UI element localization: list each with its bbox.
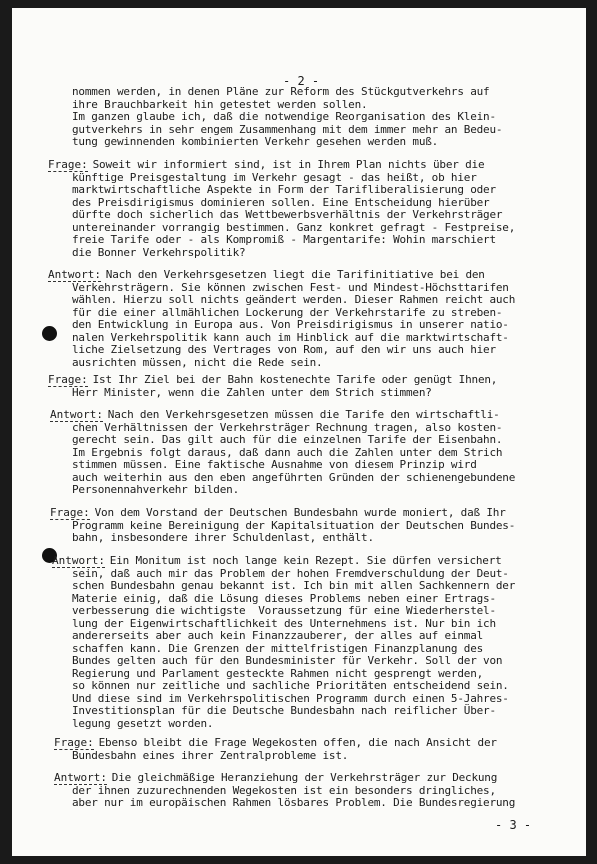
paragraph-line: der ihnen zuzurechnenden Wegekosten ist ein besonders dringliches, [72,783,496,797]
page-number-top: - 2 - [283,74,320,88]
paragraph-line: Im Ergebnis folgt daraus, daß dann auch die Zahlen unter dem Strich [72,445,503,459]
paragraph-line: schen Bundesbahn genau bekannt ist. Ich bin mit allen Sachkennern der [72,579,516,592]
paragraph-line: Von dem Vorstand der Deutschen Bundesbahn wurde moniert, daß Ihr [94,506,506,519]
paragraph-line: des Preisdirigismus dominieren sollen. Eine Entscheidung hierüber [72,195,490,209]
paragraph-line: freie Tarife oder - als Kompromiß - Margentarife: Wohin marschiert [72,233,496,246]
punch-hole [42,326,57,341]
paragraph-line: marktwirtschaftliche Aspekte in Form der Tarifliberalisierung oder [72,183,496,196]
paragraph-line: Ein Monitum ist noch lange kein Rezept. Sie dürfen versichert [109,554,502,567]
paragraph-line: Im ganzen glaube ich, daß die notwendige Reorganisation des Klein- [72,110,496,123]
paragraph-line: chen Verhältnissen der Verkehrsträger Rechnung tragen, also kosten- [72,420,503,434]
paragraph-line: dürfte doch sicherlich das Wettbewerbsverhältnis der Verkehrsträger [72,208,503,221]
paragraph-line: liche Zielsetzung des Vertrages von Rom, auf den wir uns auch hier [72,343,496,356]
paragraph-line: Bundesbahn eines ihrer Zentralprobleme ist. [72,748,349,762]
paragraph-line: andererseits aber auch kein Finanzzauberer, der alles auf einmal [72,629,484,642]
paragraph-line: Herr Minister, wenn die Zahlen unter dem Strich stimmen? [72,385,432,399]
paragraph-line: lung der Eigenwirtschaftlichkeit des Unternehmens ist. Nur bin ich [72,616,496,630]
paragraph-line: bahn, insbesondere ihrer Schuldenlast, enthält. [72,531,374,544]
paragraph-line: Materie einig, daß die Lösung dieses Problems neben einer Ertrags- [72,591,496,605]
paragraph-line: verbesserung die wichtigste Voraussetzung für eine Wiederherstel- [72,604,496,617]
paragraph-line: Nach den Verkehrsgesetzen liegt die Tarifinitiative bei den [105,268,485,281]
speaker-label [50,507,90,519]
paragraph-line: stimmen müssen. Eine faktische Ausnahme von diesem Prinzip wird [72,458,477,471]
paragraph-line: Soweit wir informiert sind, ist in Ihrem Plan nichts über die [92,158,485,171]
page-number-bottom: - 3 - [495,818,532,832]
speaker-label-text: Antwort: [54,771,107,784]
speaker-label [48,269,101,281]
paragraph-line: ausrichten müssen, nicht die Rede sein. [72,355,323,369]
paragraph-line: Und diese sind im Verkehrspolitischen Programm durch einen 5-Jahres- [72,691,509,705]
paragraph-line: Bundes gelten auch für den Bundesminister für Verkehr. Soll der von [72,654,503,667]
speaker-label [50,409,103,421]
paragraph-line: legung gesetzt worden. [72,716,214,730]
paragraph-line: untereinander vorrangig bestimmen. Ganz konkret gefragt - Festpreise, [72,220,516,234]
paragraph-line: Nach den Verkehrsgesetzen müssen die Tarife den wirtschaftli- [107,408,500,421]
paragraph-line: nalen Verkehrspolitik kann auch im Hinblick auf die marktwirtschaft- [72,330,509,344]
paragraph-line: Verkehrsträgern. Sie können zwischen Fest- und Mindest-Höchsttarifen [72,280,509,294]
paragraph-line: Investitionsplan für die Deutsche Bundesbahn nach reiflicher Über- [72,704,496,717]
paragraph-line: tung gewinnenden kombinierten Verkehr gesehen werden muß. [72,135,439,148]
paragraph-line: Die gleichmäßige Heranziehung der Verkehrsträger zur Deckung [111,771,498,784]
paragraph-line: die Bonner Verkehrspolitik? [72,245,246,259]
paragraph-line: schaffen kann. Die Grenzen der mittelfristigen Finanzplanung des [72,641,484,655]
speaker-label [48,374,88,386]
speaker-label [48,159,88,171]
paragraph-line: Personennahverkehr bilden. [72,483,239,496]
paragraph-line: den Entwicklung in Europa aus. Von Preisdirigismus in unserer natio- [72,318,509,331]
speaker-label [54,772,107,784]
paragraph-line: gutverkehrs in sehr engem Zusammenhang mit dem immer mehr an Bedeu- [72,122,503,136]
paragraph-line: sein, daß auch mir das Problem der hohen Fremdverschuldung der Deut- [72,566,509,580]
speaker-label-text: Frage: [54,736,94,749]
paragraph-line: auch weiterhin aus den eben angeführten Gründen der schienengebundene [72,470,516,484]
speaker-label-text: Antwort: [48,268,101,281]
document-page [12,8,586,856]
speaker-label-text: Frage: [50,506,90,519]
speaker-label-text: Frage: [48,373,88,386]
paragraph-line: gerecht sein. Das gilt auch für die einzelnen Tarife der Eisenbahn. [72,433,503,446]
paragraph-line: Ebenso bleibt die Frage Wegekosten offen, die nach Ansicht der [98,736,497,749]
paragraph-line: aber nur im europäischen Rahmen lösbares Problem. Die Bundesregierung [72,796,516,809]
paragraph-line: wählen. Hierzu soll nichts geändert werden. Dieser Rahmen reicht auch [72,293,516,306]
speaker-label-text: Frage: [48,158,88,171]
paragraph-line: für die einer allmählichen Lockerung der Verkehrstarife zu streben- [72,305,503,319]
paragraph-line: Programm keine Bereinigung der Kapitalsituation der Deutschen Bundes- [72,518,516,532]
paragraph-line: so können nur zeitliche und sachliche Prioritäten entscheidend sein. [72,679,509,692]
speaker-label-text: Antwort: [52,554,105,567]
paragraph-line: Regierung und Parlament gesteckte Rahmen nicht gesprengt werden, [72,666,484,680]
paragraph-line: künftige Preisgestaltung im Verkehr gesagt - das heißt, ob hier [72,170,477,184]
paragraph-line: nommen werden, in denen Pläne zur Reform des Stückgutverkehrs auf [72,85,490,98]
paragraph-line: ihre Brauchbarkeit hin getestet werden sollen. [72,97,368,111]
speaker-label [52,555,105,567]
speaker-label-text: Antwort: [50,408,103,421]
paragraph-line: Ist Ihr Ziel bei der Bahn kostenechte Tarife oder genügt Ihnen, [92,373,498,386]
speaker-label [54,737,94,749]
